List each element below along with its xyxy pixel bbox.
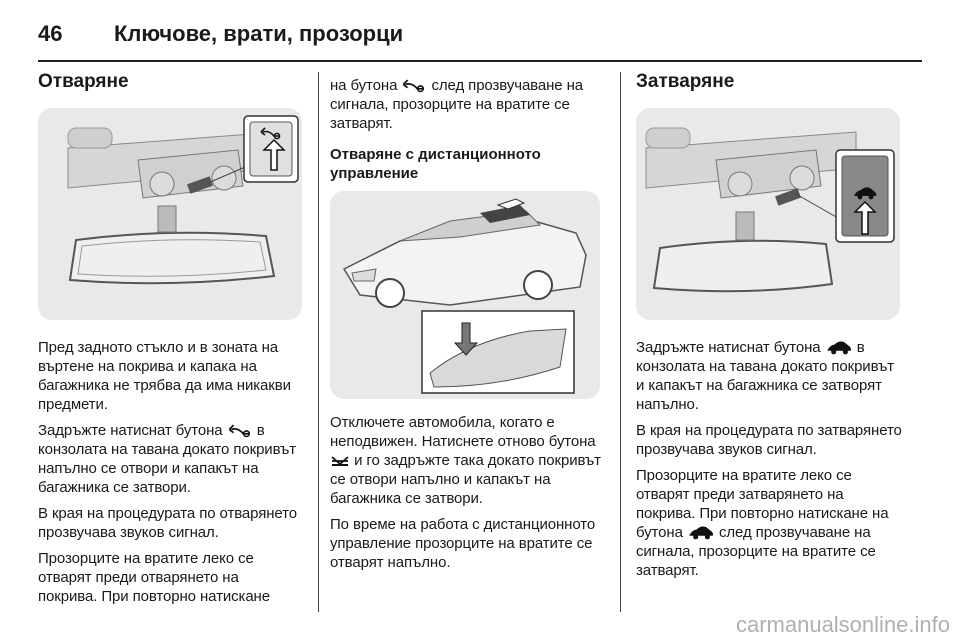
paragraph: В края на процедурата по затварянето прозвучава звуков сигнал. <box>636 422 902 458</box>
page-number: 46 <box>38 21 63 46</box>
column-remote <box>330 70 602 579</box>
paragraph: Прозорците на вратите леко се отварят преди затварянето на покрива. При повторно натискане на бутона след прозвучаване на сигнала, прозорците на вратите се затварят. <box>636 467 889 579</box>
page-title: Ключове, врати, прозорци <box>114 21 404 46</box>
section-heading-closing: Затваряне <box>636 71 735 92</box>
page-header <box>38 14 403 54</box>
roof-open-icon <box>401 78 427 93</box>
subheading-remote: Отваряне с дистанционното управление <box>330 146 541 182</box>
paragraph: на бутона след прозвучаване на сигнала, прозорците на вратите се затварят. <box>330 77 584 132</box>
paragraph: По време на работа с дистанционното управление прозорците на вратите се отварят напълно. <box>330 516 596 571</box>
paragraph: Прозорците на вратите леко се отварят преди отварянето на покрива. При повторно натискане <box>38 550 270 605</box>
header-rule <box>38 60 922 62</box>
roof-closed-icon <box>825 338 853 355</box>
paragraph: Задръжте натиснат бутона в конзолата на тавана докато покривът и капакът на багажника се затворят напълно. <box>636 339 895 413</box>
paragraph: Пред задното стъкло и в зоната на въртене на покрива и капака на багажника не трябва да има никакви предмети. <box>38 339 291 413</box>
unlock-icon <box>330 454 350 468</box>
console-figure-open <box>38 108 302 320</box>
column-divider <box>318 72 319 612</box>
watermark: carmanualsonline.info <box>735 612 950 637</box>
paragraph: В края на процедурата по отварянето прозвучава звуков сигнал. <box>38 505 298 541</box>
console-figure-close <box>636 108 900 320</box>
roof-open-icon <box>227 423 253 438</box>
paragraph: Отключете автомобила, когато е неподвижен. Натиснете отново бутона и го задръжте така докато покривът се отвори напълно и капакът на багажника се затвори. <box>330 414 601 507</box>
paragraph: Задръжте натиснат бутона в конзолата на тавана докато покривът напълно се отвори и капакът на багажника се затвори. <box>38 422 297 496</box>
column-opening <box>38 70 302 613</box>
column-divider <box>620 72 621 612</box>
column-closing <box>636 70 904 587</box>
section-heading-opening: Отваряне <box>38 71 129 92</box>
car-remote-figure <box>330 191 600 399</box>
roof-closed-icon <box>687 523 715 540</box>
